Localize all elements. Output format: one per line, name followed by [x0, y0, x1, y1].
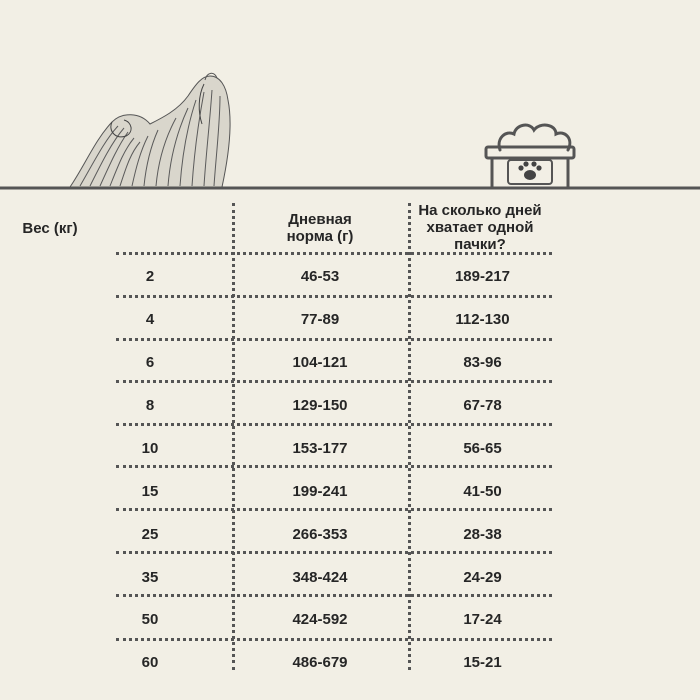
cell-daily-norm: 424-592: [292, 611, 348, 628]
cell-weight: 8: [145, 397, 155, 414]
cell-daily-norm: 104-121: [292, 354, 348, 371]
cell-daily-norm: 266-353: [292, 526, 348, 543]
cell-daily-norm: 129-150: [292, 397, 348, 414]
row-divider: [116, 551, 552, 554]
cell-weight: 2: [145, 268, 155, 285]
cell-weight: 25: [141, 526, 159, 543]
row-divider: [116, 594, 552, 597]
header-weight: Вес (кг): [22, 220, 78, 237]
row-divider: [116, 338, 552, 341]
cell-days: 67-78: [463, 397, 502, 414]
header-daily-norm: Дневная норма (г): [286, 211, 354, 245]
cell-days: 17-24: [463, 611, 502, 628]
cell-days: 28-38: [463, 526, 502, 543]
header-days-per-pack: На сколько дней хватает одной пачки?: [418, 202, 542, 253]
cell-days: 15-21: [463, 654, 502, 671]
dog-illustration-icon: [70, 73, 230, 187]
cell-weight: 6: [145, 354, 155, 371]
row-divider: [116, 508, 552, 511]
cell-days: 56-65: [463, 440, 502, 457]
cell-daily-norm: 153-177: [292, 440, 348, 457]
cell-daily-norm: 348-424: [292, 569, 348, 586]
row-divider: [116, 423, 552, 426]
cell-daily-norm: 77-89: [300, 311, 340, 328]
cell-weight: 60: [141, 654, 159, 671]
cell-days: 83-96: [463, 354, 502, 371]
row-divider: [116, 465, 552, 468]
cell-weight: 4: [145, 311, 155, 328]
cell-daily-norm: 486-679: [292, 654, 348, 671]
cell-daily-norm: 199-241: [292, 483, 348, 500]
row-divider: [116, 638, 552, 641]
cell-weight: 15: [141, 483, 159, 500]
header-illustration: [0, 0, 700, 195]
paw-icon: [518, 161, 541, 180]
cell-weight: 35: [141, 569, 159, 586]
cell-weight: 10: [141, 440, 159, 457]
column-divider: [232, 203, 235, 670]
cell-days: 189-217: [454, 268, 511, 285]
cell-daily-norm: 46-53: [300, 268, 340, 285]
row-divider: [116, 380, 552, 383]
cell-weight: 50: [141, 611, 159, 628]
row-divider: [116, 295, 552, 298]
cell-days: 112-130: [455, 311, 510, 328]
row-divider: [116, 252, 552, 255]
cell-days: 24-29: [463, 569, 502, 586]
cell-days: 41-50: [463, 483, 502, 500]
